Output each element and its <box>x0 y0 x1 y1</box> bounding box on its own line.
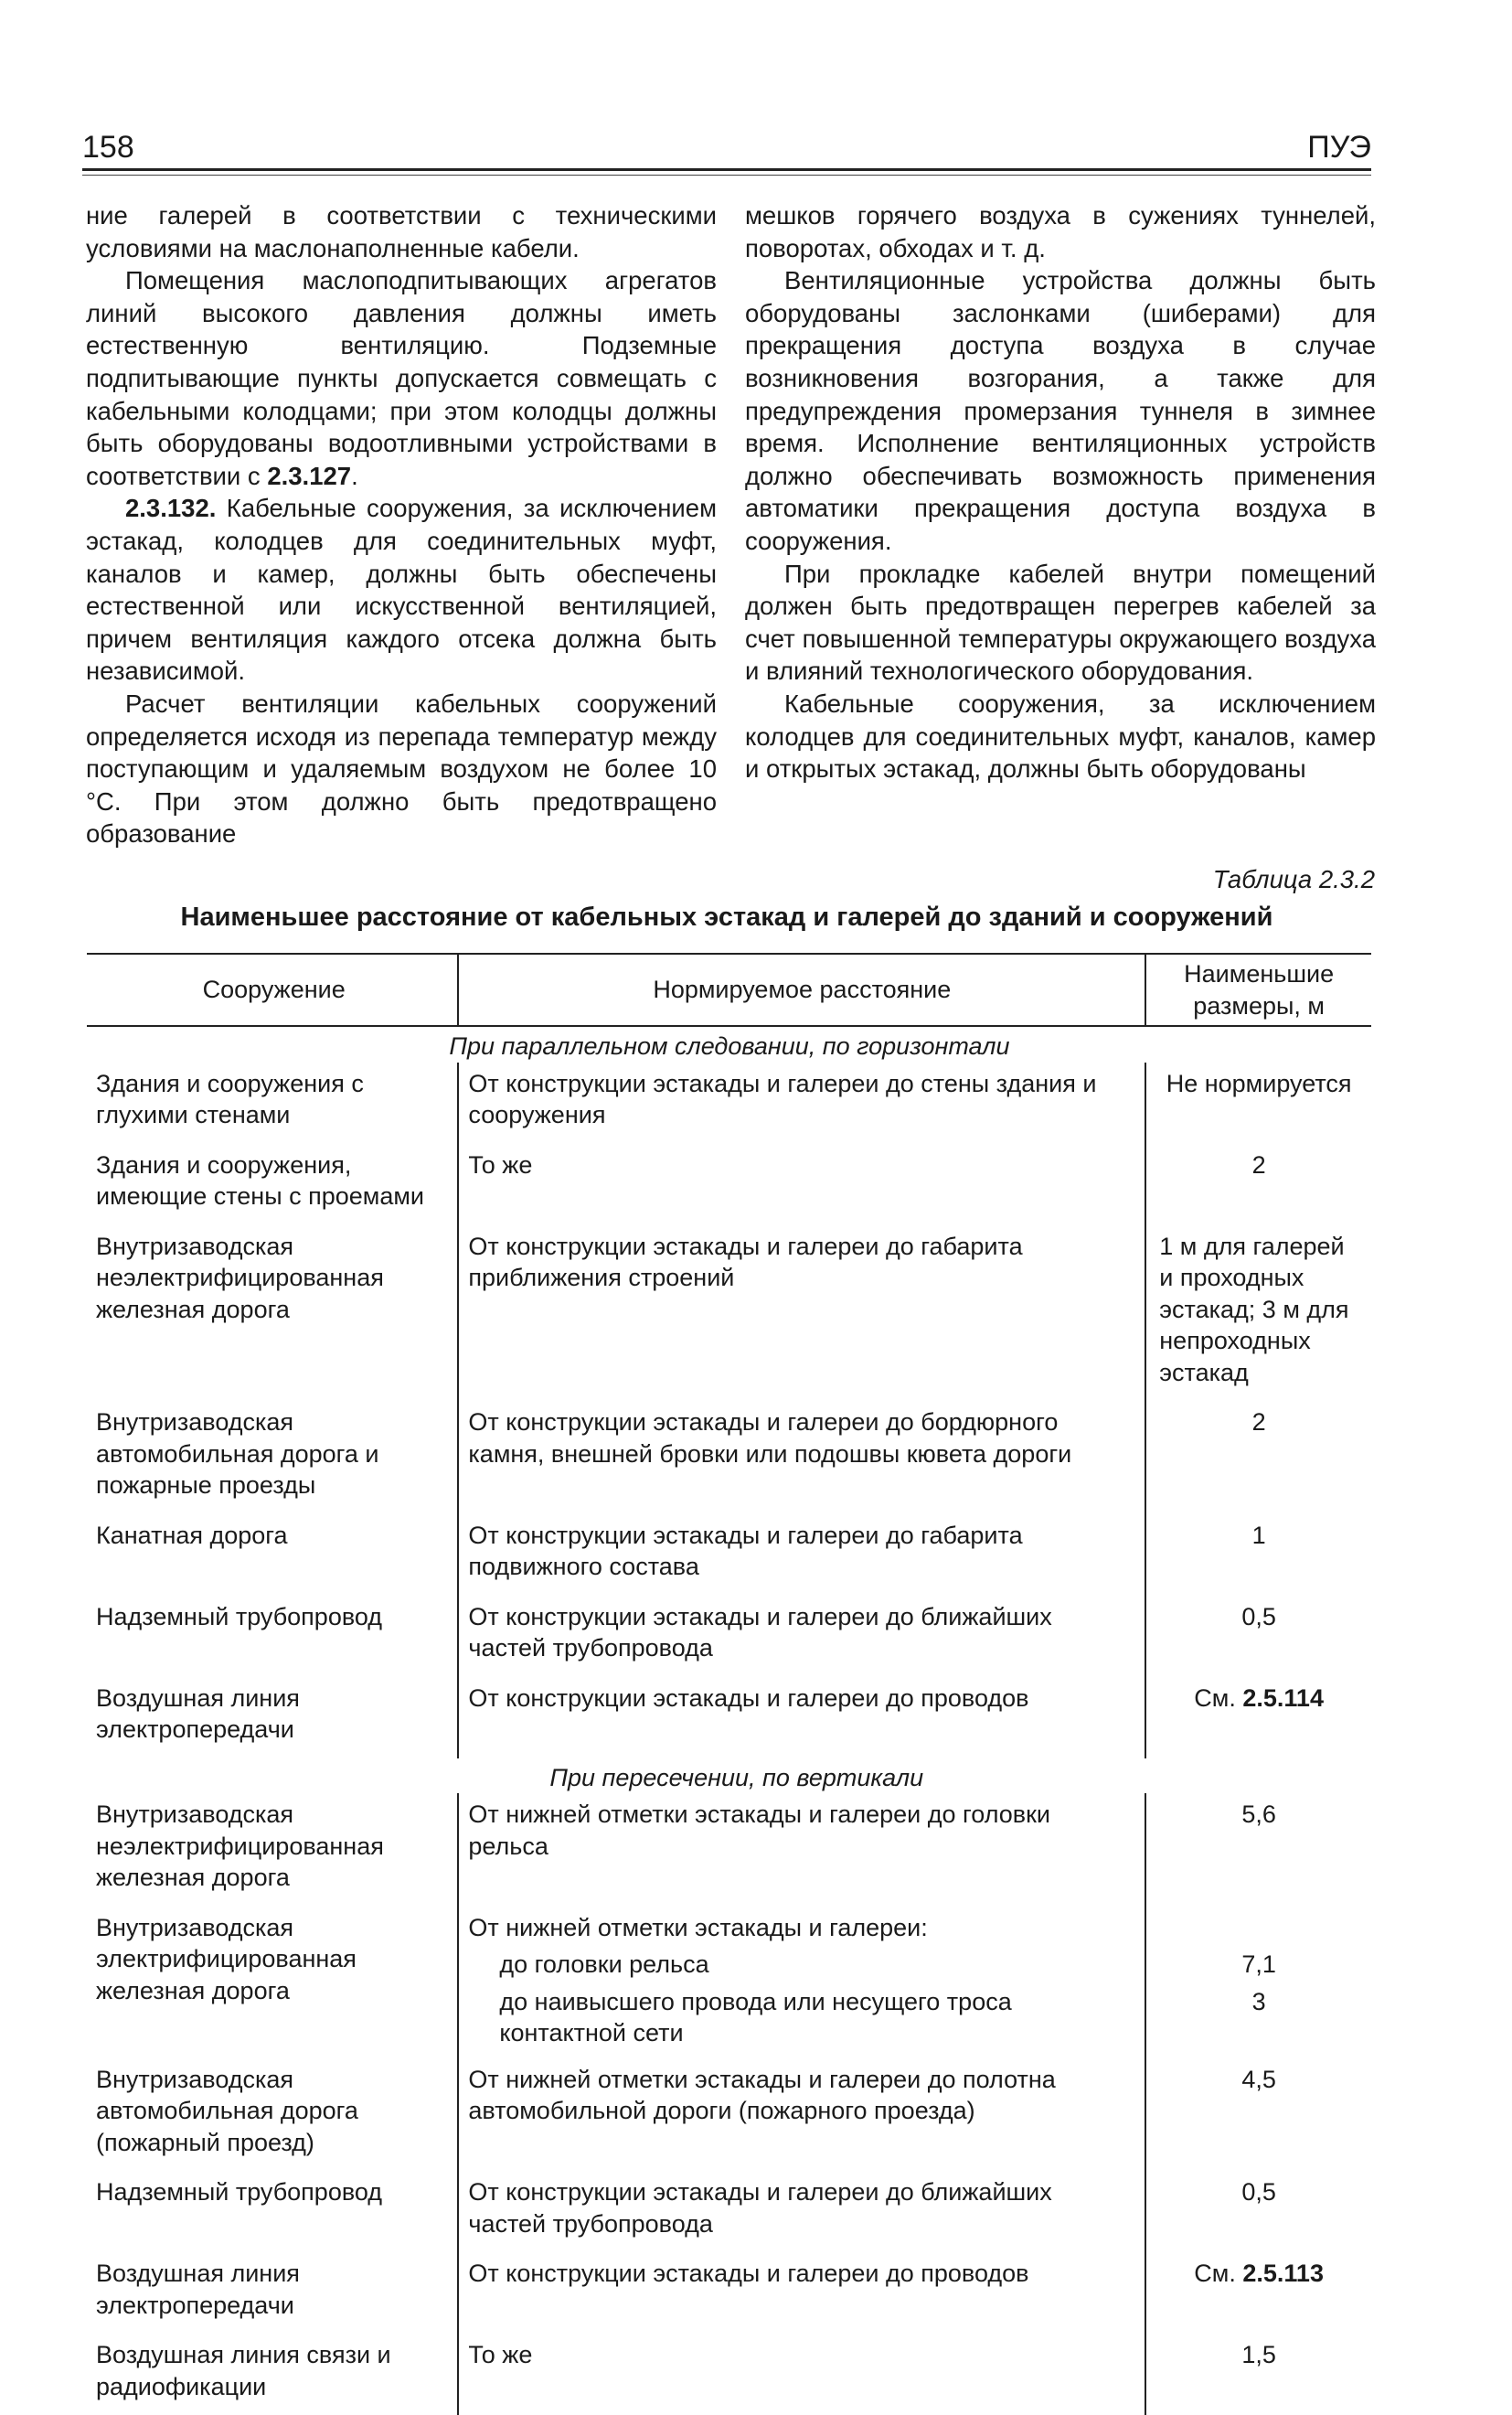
size-cell: 1,5 <box>1145 2334 1371 2415</box>
size-cell: 5,6 <box>1145 1793 1371 1907</box>
table-row <box>87 1063 1371 1144</box>
distance-cell: От конструкции эстакады и галереи до ближайших частей трубопровода <box>458 1596 1145 1677</box>
page-number: 158 <box>82 130 134 165</box>
structure-cell: Здания и сооружения с глухими стенами <box>96 1069 364 1128</box>
size-cell: 3 <box>1145 1984 1371 2058</box>
left-column <box>86 199 717 850</box>
clause-reference: 2.5.114 <box>1242 1683 1324 1712</box>
size-cell: См. 2.5.114 <box>1145 1677 1371 1758</box>
section-label: При параллельном следовании, по горизонтали <box>449 1032 1010 1060</box>
distance-cell: до наивысшего провода или несущего троса контактной сети <box>458 1984 1145 2058</box>
table-row <box>87 1514 1371 1596</box>
distance-cell: От конструкции эстакады и галереи до стены здания и сооружения <box>458 1063 1145 1144</box>
distance-cell: От конструкции эстакады и галереи до бордюрного камня, внешней бровки или подошвы кювета дороги <box>458 1401 1145 1514</box>
distance-cell: От конструкции эстакады и галереи до проводов <box>458 1677 1145 1758</box>
structure-cell: Здания и сооружения, имеющие стены с проемами <box>96 1150 425 1210</box>
size-cell: Не нормируется <box>1145 1063 1371 1144</box>
structure-cell: Внутризаводская неэлектрифицированная железная дорога <box>96 1232 384 1323</box>
size-cell: 1 <box>1145 1514 1371 1596</box>
paragraph: Вентиляционные устройства должны быть оборудованы заслонками (шиберами) для прекращения доступа воздуха в случае возникновения возгорания, а также для предупреждения промерзания туннеля в зимнее время. Исполнение вентиляционных устройств должно обеспечивать возможность применения автоматики прекращения доступа воздуха в сооружения. <box>745 266 1376 555</box>
structure-cell: Воздушная линия связи и радиофикации <box>96 2341 391 2400</box>
table-row <box>87 1677 1371 1758</box>
structure-cell: Воздушная линия электропередачи <box>96 1683 300 1743</box>
clause-reference: 2.5.113 <box>1242 2260 1324 2287</box>
distance-cell: То же <box>458 1144 1145 1225</box>
paragraph: Помещения маслоподпитывающих агрегатов линий высокого давления должны иметь естественную вентиляцию. Подземные подпитывающие пункты допускается совмещать с кабельными колодцами; при этом колодцы должны быть оборудованы водоотливными устройствами в соответствии с 2.3.127. <box>86 266 717 490</box>
structure-cell: Внутризаводская неэлектрифицированная железная дорога <box>96 1801 384 1891</box>
table-row <box>87 2171 1371 2252</box>
table-section-row <box>87 1758 1371 1794</box>
distance-cell: От конструкции эстакады и галереи до ближайших частей трубопровода <box>458 2171 1145 2252</box>
running-title: ПУЭ <box>1307 130 1371 165</box>
right-column <box>745 199 1376 785</box>
structure-cell: Внутризаводская автомобильная дорога и пожарные проезды <box>96 1408 379 1499</box>
column-header-size: Наименьшие размеры, м <box>1145 954 1371 1026</box>
paragraph: мешков горячего воздуха в сужениях туннелей, поворотах, обходах и т. д. <box>745 201 1376 262</box>
distance-cell: От конструкции эстакады и галереи до проводов <box>458 2252 1145 2334</box>
size-cell: 4,5 <box>1145 2058 1371 2172</box>
distance-cell: От нижней отметки эстакады и галереи: <box>458 1907 1145 1948</box>
table-row <box>87 1144 1371 1225</box>
table-row <box>87 1793 1371 1907</box>
size-cell: 1 м для галерей и проходных эстакад; 3 м для непроходных эстакад <box>1145 1225 1371 1402</box>
table-row <box>87 1596 1371 1677</box>
table-section-row <box>87 1026 1371 1063</box>
distance-table <box>87 953 1371 2415</box>
size-cell: 0,5 <box>1145 1596 1371 1677</box>
size-cell: 0,5 <box>1145 2171 1371 2252</box>
distance-cell: От нижней отметки эстакады и галереи до полотна автомобильной дороги (пожарного проезда) <box>458 2058 1145 2172</box>
structure-cell: Внутризаводская электрифицированная железная дорога <box>96 1913 357 2004</box>
header-rule-thin <box>82 175 1371 176</box>
table-row <box>87 1401 1371 1514</box>
structure-cell: Внутризаводская автомобильная дорога (пожарный проезд) <box>96 2065 358 2156</box>
distance-cell: до головки рельса <box>458 1947 1145 1984</box>
size-cell: См. 2.5.113 <box>1145 2252 1371 2334</box>
paragraph: При прокладке кабелей внутри помещений должен быть предотвращен перегрев кабелей за счет повышенной температуры окружающего воздуха и влияний технологического оборудования. <box>745 559 1376 686</box>
clause-number: 2.3.132. <box>125 494 217 523</box>
table-row <box>87 2058 1371 2172</box>
clause-reference: 2.3.127 <box>267 461 352 490</box>
structure-cell: Надземный трубопровод <box>96 2178 383 2206</box>
column-header-distance: Нормируемое расстояние <box>458 954 1145 1026</box>
structure-cell: Надземный трубопровод <box>96 1602 383 1630</box>
paragraph: 2.3.132. Кабельные сооружения, за исключением эстакад, колодцев для соединительных муфт, каналов и камер, должны быть обеспечены естественной или искусственной вентиляцией, причем вентиляция каждого отсека должна быть независимой. <box>86 494 717 686</box>
distance-cell: От конструкции эстакады и галереи до габарита подвижного состава <box>458 1514 1145 1596</box>
table-row <box>87 1225 1371 1402</box>
distance-cell: От конструкции эстакады и галереи до габарита приближения строений <box>458 1225 1145 1402</box>
size-cell <box>1145 1907 1371 1948</box>
distance-cell: То же <box>458 2334 1145 2415</box>
section-label: При пересечении, по вертикали <box>549 1763 924 1791</box>
table-row <box>87 1907 1371 1948</box>
size-cell: 2 <box>1145 1401 1371 1514</box>
structure-cell: Канатная дорога <box>96 1521 288 1549</box>
header-rule <box>82 168 1371 171</box>
table-caption: Таблица 2.3.2 <box>1212 865 1375 893</box>
distance-cell: От нижней отметки эстакады и галереи до головки рельса <box>458 1793 1145 1907</box>
structure-cell: Воздушная линия электропередачи <box>96 2260 300 2319</box>
table-row <box>87 2334 1371 2415</box>
table-title: Наименьшее расстояние от кабельных эстакад и галерей до зданий и сооружений <box>180 903 1273 932</box>
size-cell: 7,1 <box>1145 1947 1371 1984</box>
size-cell: 2 <box>1145 1144 1371 1225</box>
paragraph: Кабельные сооружения, за исключением колодцев для соединительных муфт, каналов, камер и открытых эстакад, должны быть оборудованы <box>745 689 1376 784</box>
paragraph: Расчет вентиляции кабельных сооружений определяется исходя из перепада температур между поступающим и удаляемым воздухом не более 10 °С. При этом должно быть предотвращено образование <box>86 689 717 849</box>
column-header-structure: Сооружение <box>87 954 458 1026</box>
table-row <box>87 2252 1371 2334</box>
page-header <box>82 130 1371 166</box>
table-header-row <box>87 954 1371 1026</box>
paragraph: ние галерей в соответствии с техническими условиями на маслонаполненные кабели. <box>86 201 717 262</box>
